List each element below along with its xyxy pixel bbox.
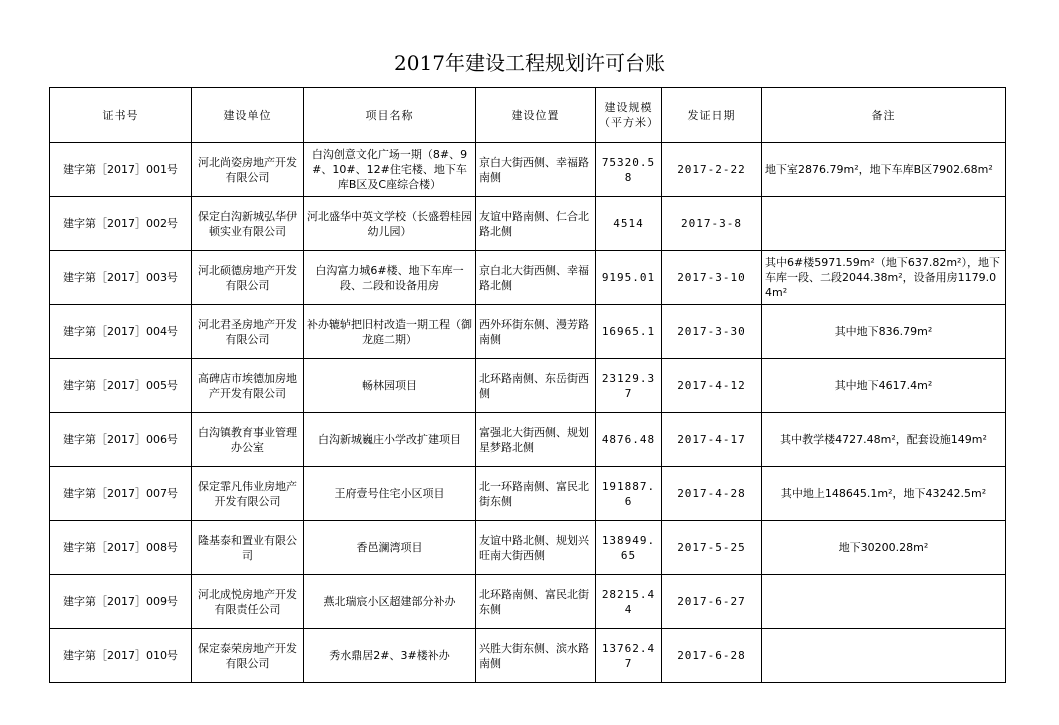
remark-cell: 其中教学楼4727.48m²，配套设施149m² — [762, 413, 1006, 467]
location-cell: 京白北大街西侧、幸福路北侧 — [476, 251, 596, 305]
remark-cell: 地下30200.28m² — [762, 521, 1006, 575]
issue-date-cell: 2017-3-10 — [662, 251, 762, 305]
scale-cell: 16965.1 — [596, 305, 662, 359]
remark-cell: 其中地上148645.1m²，地下43242.5m² — [762, 467, 1006, 521]
cert-number-cell: 建字第［2017］001号 — [50, 143, 192, 197]
issue-date-cell: 2017-3-30 — [662, 305, 762, 359]
header-project-name: 项目名称 — [304, 88, 476, 143]
remark-cell: 地下室2876.79m²，地下车库B区7902.68m² — [762, 143, 1006, 197]
project-name-cell: 燕北瑞宸小区超建部分补办 — [304, 575, 476, 629]
project-name-cell: 河北盛华中英文学校（长盛碧桂园幼儿园） — [304, 197, 476, 251]
construction-unit-cell: 保定霏凡伟业房地产开发有限公司 — [192, 467, 304, 521]
cert-number-cell: 建字第［2017］010号 — [50, 629, 192, 683]
location-cell: 友谊中路南侧、仁合北路北侧 — [476, 197, 596, 251]
project-name-cell: 补办辘轳把旧村改造一期工程（御龙庭二期） — [304, 305, 476, 359]
remark-cell: 其中地下4617.4m² — [762, 359, 1006, 413]
construction-unit-cell: 河北成悦房地产开发有限责任公司 — [192, 575, 304, 629]
location-cell: 京白大街西侧、幸福路南侧 — [476, 143, 596, 197]
construction-unit-cell: 隆基泰和置业有限公司 — [192, 521, 304, 575]
cert-number-cell: 建字第［2017］003号 — [50, 251, 192, 305]
table-row — [50, 359, 1006, 413]
table-row — [50, 143, 1006, 197]
table-row — [50, 197, 1006, 251]
table-row — [50, 629, 1006, 683]
header-remark: 备注 — [762, 88, 1006, 143]
cert-number-cell: 建字第［2017］005号 — [50, 359, 192, 413]
issue-date-cell: 2017-4-28 — [662, 467, 762, 521]
permit-ledger-table — [49, 87, 1006, 683]
header-location: 建设位置 — [476, 88, 596, 143]
location-cell: 西外环街东侧、漫芳路南侧 — [476, 305, 596, 359]
ledger-body — [50, 143, 1006, 683]
project-name-cell: 白沟富力城6#楼、地下车库一段、二段和设备用房 — [304, 251, 476, 305]
scale-cell: 13762.47 — [596, 629, 662, 683]
header-construction-unit: 建设单位 — [192, 88, 304, 143]
header-cert-number: 证书号 — [50, 88, 192, 143]
table-row — [50, 521, 1006, 575]
table-row — [50, 251, 1006, 305]
remark-cell: 其中地下836.79m² — [762, 305, 1006, 359]
location-cell: 兴胜大街东侧、滨水路南侧 — [476, 629, 596, 683]
location-cell: 北环路南侧、东岳街西侧 — [476, 359, 596, 413]
location-cell: 北环路南侧、富民北街东侧 — [476, 575, 596, 629]
cert-number-cell: 建字第［2017］004号 — [50, 305, 192, 359]
project-name-cell: 秀水鼎居2#、3#楼补办 — [304, 629, 476, 683]
location-cell: 友谊中路北侧、规划兴旺南大街西侧 — [476, 521, 596, 575]
project-name-cell: 白沟创意文化广场一期（8#、9#、10#、12#住宅楼、地下车库B区及C座综合楼） — [304, 143, 476, 197]
location-cell: 富强北大街西侧、规划星梦路北侧 — [476, 413, 596, 467]
table-row — [50, 305, 1006, 359]
issue-date-cell: 2017-5-25 — [662, 521, 762, 575]
remark-cell: 其中6#楼5971.59m²（地下637.82m²），地下车库一段、二段2044.38m²，设备用房1179.04m² — [762, 251, 1006, 305]
table-row — [50, 413, 1006, 467]
construction-unit-cell: 保定泰荣房地产开发有限公司 — [192, 629, 304, 683]
header-issue-date: 发证日期 — [662, 88, 762, 143]
scale-cell: 4514 — [596, 197, 662, 251]
remark-cell — [762, 197, 1006, 251]
page-title: 2017年建设工程规划许可台账 — [394, 51, 665, 75]
issue-date-cell: 2017-2-22 — [662, 143, 762, 197]
project-name-cell: 香邑澜湾项目 — [304, 521, 476, 575]
issue-date-cell: 2017-4-12 — [662, 359, 762, 413]
header-row — [50, 88, 1006, 143]
scale-cell: 4876.48 — [596, 413, 662, 467]
construction-unit-cell: 河北硕德房地产开发有限公司 — [192, 251, 304, 305]
scale-cell: 75320.58 — [596, 143, 662, 197]
cert-number-cell: 建字第［2017］008号 — [50, 521, 192, 575]
issue-date-cell: 2017-6-27 — [662, 575, 762, 629]
construction-unit-cell: 高碑店市埃德加房地产开发有限公司 — [192, 359, 304, 413]
construction-unit-cell: 河北尚姿房地产开发有限公司 — [192, 143, 304, 197]
cert-number-cell: 建字第［2017］007号 — [50, 467, 192, 521]
issue-date-cell: 2017-6-28 — [662, 629, 762, 683]
cert-number-cell: 建字第［2017］009号 — [50, 575, 192, 629]
scale-cell: 9195.01 — [596, 251, 662, 305]
scale-cell: 191887.6 — [596, 467, 662, 521]
location-cell: 北一环路南侧、富民北街东侧 — [476, 467, 596, 521]
issue-date-cell: 2017-3-8 — [662, 197, 762, 251]
header-scale: 建设规模（平方米） — [596, 88, 662, 143]
table-row — [50, 575, 1006, 629]
issue-date-cell: 2017-4-17 — [662, 413, 762, 467]
project-name-cell: 畅林园项目 — [304, 359, 476, 413]
table-row — [50, 467, 1006, 521]
cert-number-cell: 建字第［2017］002号 — [50, 197, 192, 251]
remark-cell — [762, 629, 1006, 683]
construction-unit-cell: 河北君圣房地产开发有限公司 — [192, 305, 304, 359]
scale-cell: 23129.37 — [596, 359, 662, 413]
project-name-cell: 王府壹号住宅小区项目 — [304, 467, 476, 521]
construction-unit-cell: 保定白沟新城弘华伊顿实业有限公司 — [192, 197, 304, 251]
scale-cell: 138949.65 — [596, 521, 662, 575]
project-name-cell: 白沟新城巍庄小学改扩建项目 — [304, 413, 476, 467]
construction-unit-cell: 白沟镇教育事业管理办公室 — [192, 413, 304, 467]
remark-cell — [762, 575, 1006, 629]
cert-number-cell: 建字第［2017］006号 — [50, 413, 192, 467]
scale-cell: 28215.44 — [596, 575, 662, 629]
